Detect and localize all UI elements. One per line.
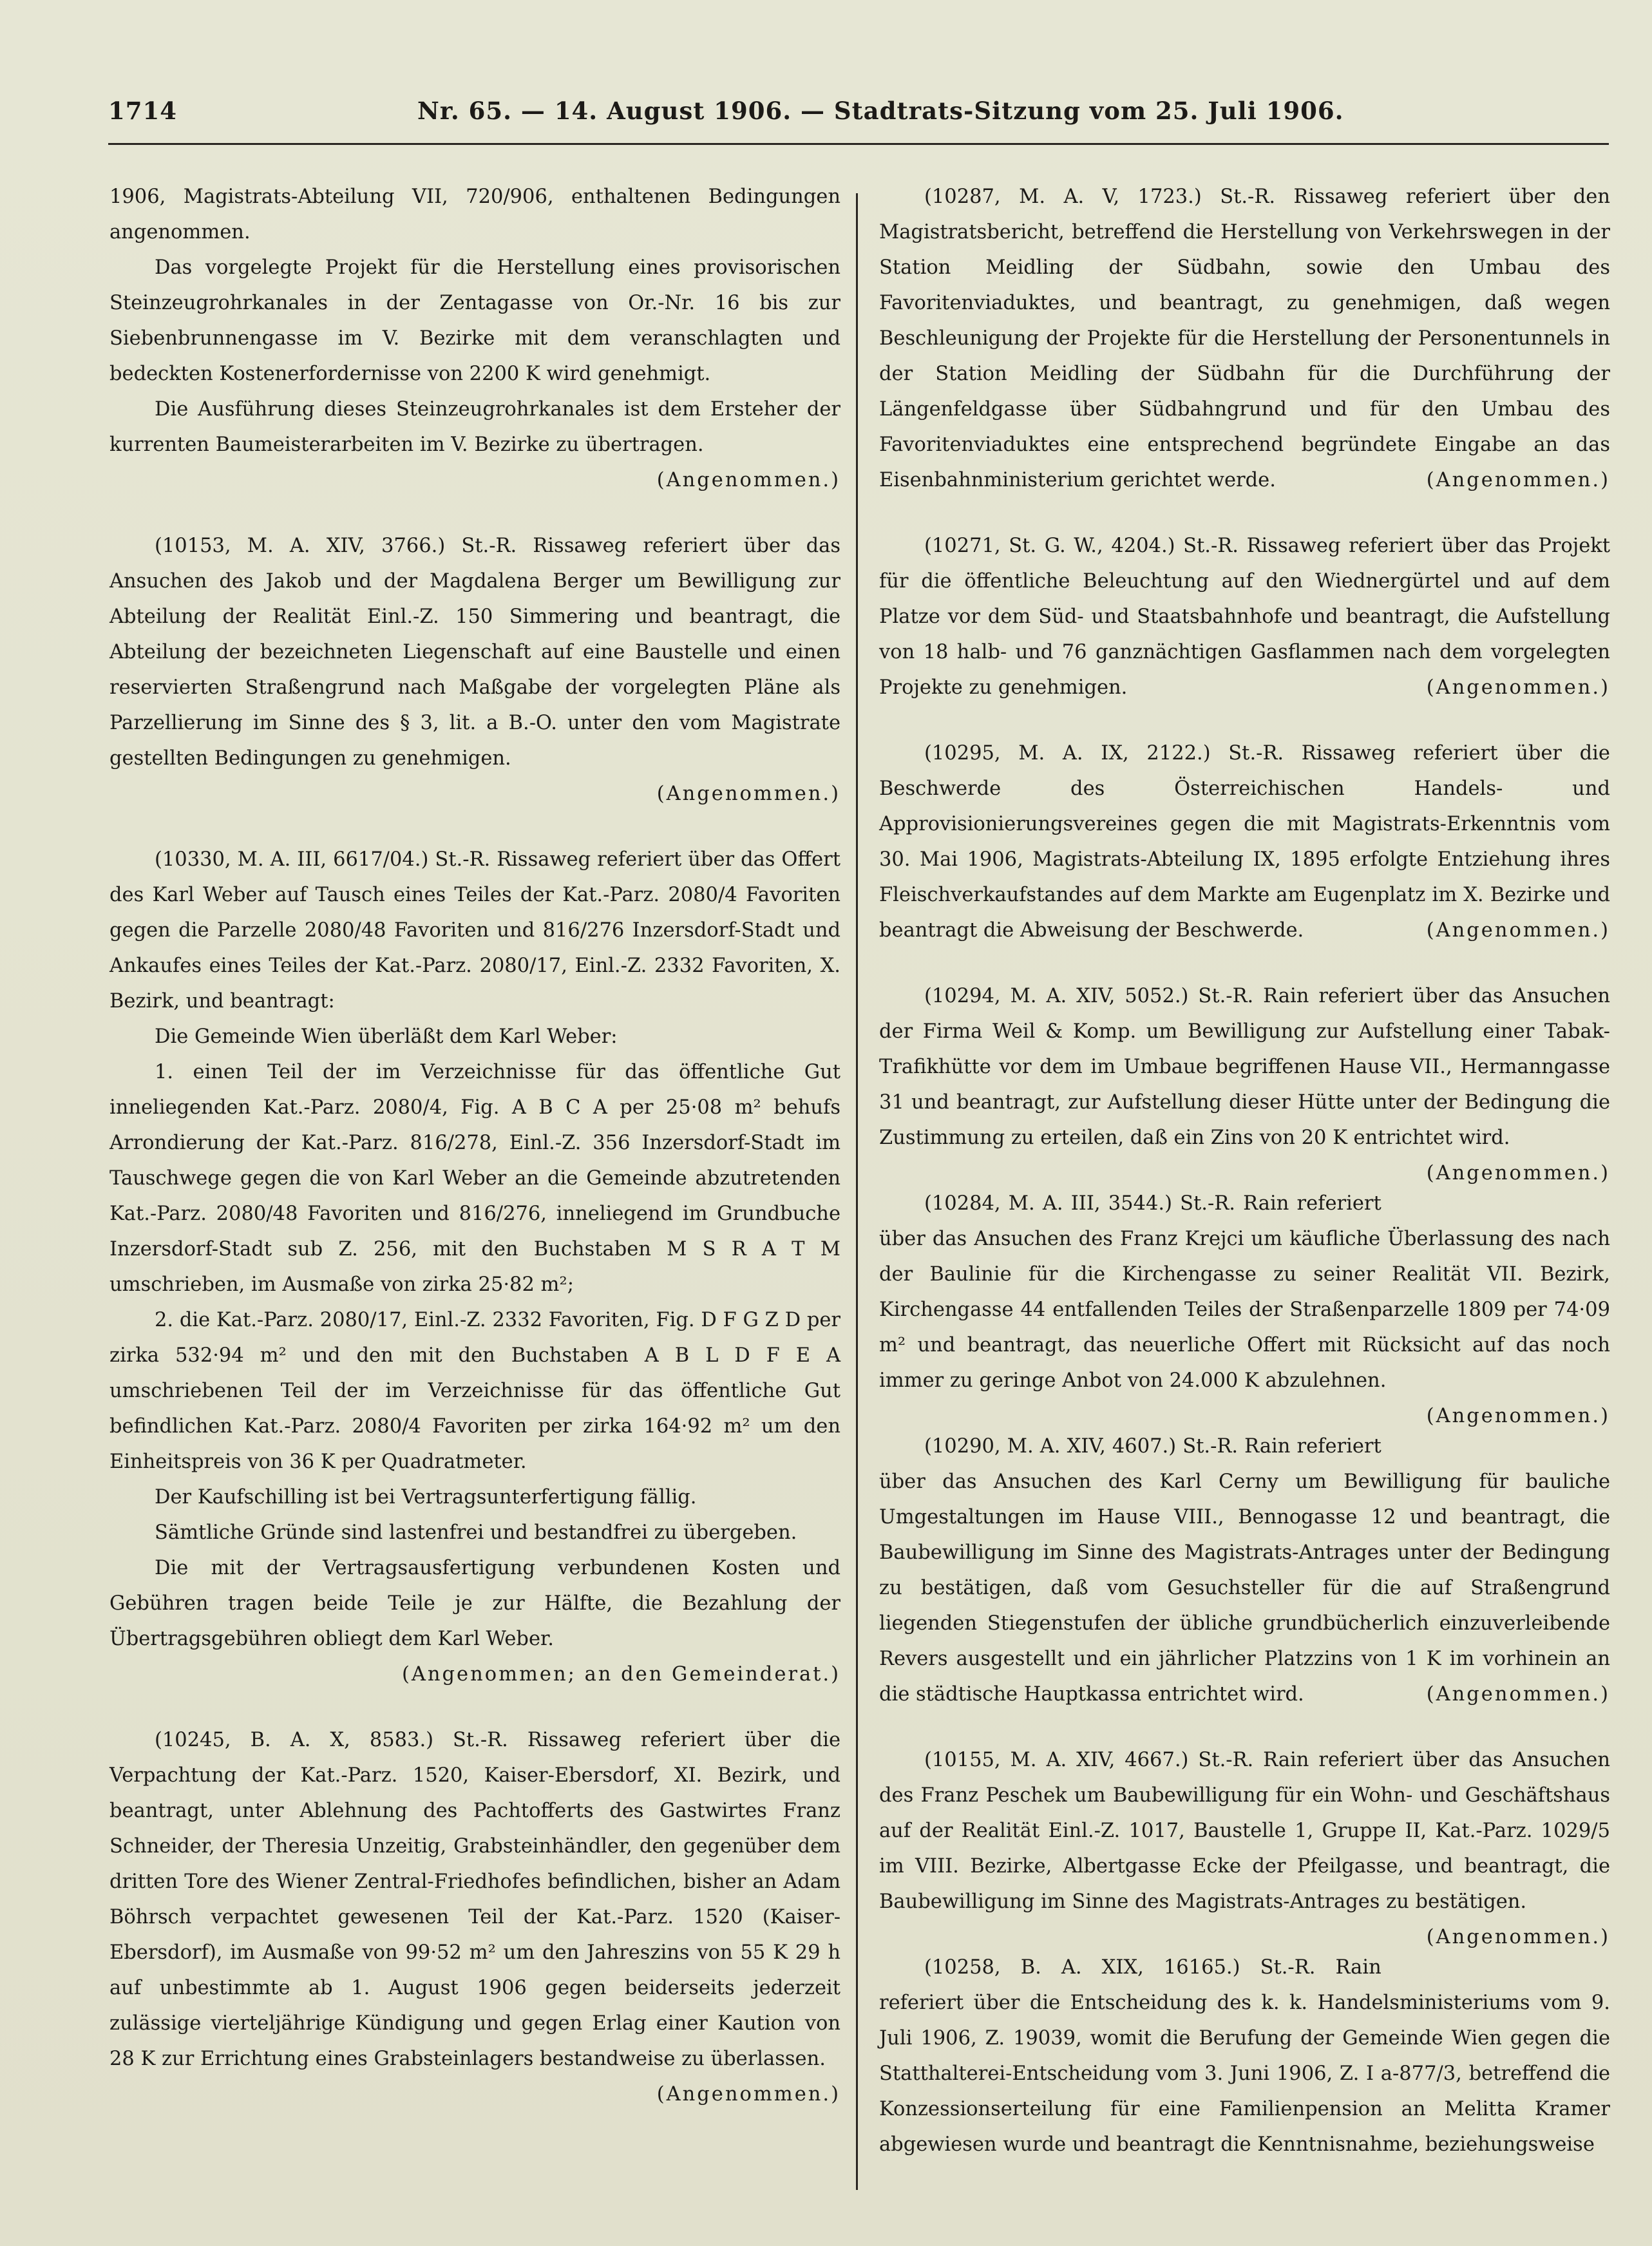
paragraph-text: Sämtliche Gründe sind lastenfrei und bestandfrei zu übergeben. bbox=[155, 1521, 797, 1544]
resolution-label: (Angenommen.) bbox=[1426, 1683, 1610, 1706]
paragraph-text: (10290, M. A. XIV, 4607.) St.-R. Rain referiert über das Ansuchen des Karl Cerny um Bewilligung für bauliche Umgestaltungen im Hause VIII., Bennogasse 12 und beantragt, die Baubewilligung im Sinne des Magistrats-Antrages unter der Bedingung zu bestätigen, daß vom Gesuchsteller für die auf Straßengrund liegenden Stiegenstufen der übliche grundbücherlich einzuverleibende Revers ausgestellt und ein jährlicher Platzzins von 1 K im vorhinein an die städtische Hauptkassa entrichtet wird. bbox=[879, 1435, 1610, 1706]
page-header bbox=[108, 97, 1609, 142]
paragraph bbox=[879, 179, 1610, 498]
paragraph bbox=[109, 528, 840, 776]
paragraph bbox=[109, 1054, 840, 1302]
paragraph-text: (10245, B. A. X, 8583.) St.-R. Rissaweg referiert über die Verpachtung der Kat.-Parz. 1520, Kaiser-Ebersdorf, XI. Bezirk, und beantragt, unter Ablehnung des Pachtofferts des Gastwirtes Franz Schneider, der Theresia Unzeitig, Grabsteinhändler, den gegenüber dem dritten Tore des Wiener Zentral-Friedhofes befindlichen, bisher an Adam Böhrsch verpachtet gewesenen Teil der Kat.-Parz. 1520 (Kaiser-Ebersdorf), im Ausmaße von 99·52 m² um den Jahreszins von 55 K 29 h auf unbestimmte ab 1. August 1906 gegen beiderseits jederzeit zulässige vierteljährige Kündigung und gegen Erlag einer Kaution von 28 K zur Errichtung eines Grabsteinlagers bestandweise zu überlassen. bbox=[109, 1729, 840, 2070]
paragraph-text: Der Kaufschilling ist bei Vertragsunterfertigung fällig. bbox=[155, 1486, 697, 1508]
resolution-label: (Angenommen.) bbox=[1426, 1162, 1610, 1185]
paragraph-gap bbox=[879, 1712, 1610, 1742]
paragraph bbox=[879, 1429, 1610, 1712]
paragraph-gap bbox=[879, 705, 1610, 736]
paragraph-gap bbox=[109, 1692, 840, 1722]
paragraph bbox=[109, 842, 840, 1019]
paragraph-gap bbox=[109, 812, 840, 842]
paragraph-text: 1906, Magistrats-Abteilung VII, 720/906, enthaltenen Bedingungen angenommen. bbox=[109, 186, 840, 243]
paragraph bbox=[109, 1515, 840, 1550]
paragraph-text: (10258, B. A. XIX, 16165.) St.-R. Rain referiert über die Entscheidung des k. k. Handelsministeriums vom 9. Juli 1906, Z. 19039, womit die Berufung der Gemeinde Wien gegen die Statthalterei-Entscheidung vom 3. Juni 1906, Z. I a-877/3, betreffend die Konzessionserteilung für eine Familienpension an Melitta Kramer abgewiesen wurde und beantragt die Kenntnisnahme, beziehungsweise bbox=[879, 1956, 1610, 2156]
paragraph-text: (10330, M. A. III, 6617/04.) St.-R. Rissaweg referiert über das Offert des Karl Weber auf Tausch eines Teiles der Kat.-Parz. 2080/4 Favoriten gegen die Parzelle 2080/48 Favoriten und 816/276 Inzersdorf-Stadt und Ankaufes eines Teiles der Kat.-Parz. 2080/17, Einl.-Z. 2332 Favoriten, X. Bezirk, und beantragt: bbox=[109, 848, 840, 1013]
paragraph-text: Die Ausführung dieses Steinzeugrohrkanales ist dem Ersteher der kurrenten Baumeisterarbeiten im V. Bezirke zu übertragen. bbox=[109, 398, 840, 456]
paragraph-text: 2. die Kat.-Parz. 2080/17, Einl.-Z. 2332 Favoriten, Fig. D F G Z D per zirka 532·94 m² und den mit den Buchstaben A B L D F E A umschriebenen Teil der im Verzeichnisse für das öffentliche Gut befindlichen Kat.-Parz. 2080/4 Favoriten per zirka 164·92 m² um den Einheitspreis von 36 K per Quadratmeter. bbox=[109, 1309, 840, 1473]
paragraph bbox=[109, 1019, 840, 1054]
page-number: 1714 bbox=[108, 97, 177, 125]
paragraph bbox=[109, 1302, 840, 1480]
paragraph-text: (10153, M. A. XIV, 3766.) St.-R. Rissaweg referiert über das Ansuchen des Jakob und der Magdalena Berger um Bewilligung zur Abteilung der Realität Einl.-Z. 150 Simmering und beantragt, die Abteilung der bezeichneten Liegenschaft auf eine Baustelle und einen reservierten Straßengrund nach Maßgabe der vorgelegten Pläne als Parzellierung im Sinne des § 3, lit. a B.-O. unter den vom Magistrate gestellten Bedingungen zu genehmigen. bbox=[109, 535, 840, 770]
paragraph bbox=[879, 1950, 1610, 2162]
paragraph-text: (10287, M. A. V, 1723.) St.-R. Rissaweg referiert über den Magistratsbericht, betreffend die Herstellung von Verkehrswegen in der Station Meidling der Südbahn, sowie den Umbau des Favoritenviaduktes, und beantragt, zu genehmigen, daß wegen Beschleunigung der Projekte für die Herstellung der Personentunnels in der Station Meidling der Südbahn für die Durchführung der Längenfeldgasse über Südbahngrund und für den Umbau des Favoritenviaduktes eine entsprechend begründete Eingabe an das Eisenbahnministerium gerichtet werde. bbox=[879, 186, 1610, 491]
paragraph-text: (10295, M. A. IX, 2122.) St.-R. Rissaweg referiert über die Beschwerde des Österreichischen Handels- und Approvisionierungsvereines gegen die mit Magistrats-Erkenntnis vom 30. Mai 1906, Magistrats-Abteilung IX, 1895 erfolgte Entziehung ihres Fleischverkaufstandes auf dem Markte am Eugenplatz im X. Bezirke und beantragt die Abweisung der Beschwerde. bbox=[879, 742, 1610, 942]
paragraph-gap bbox=[879, 948, 1610, 978]
resolution-label: (Angenommen.) bbox=[656, 783, 840, 805]
left-column bbox=[109, 179, 840, 2112]
resolution-label: (Angenommen.) bbox=[1426, 919, 1610, 942]
resolution-label: (Angenommen.) bbox=[656, 469, 840, 491]
paragraph bbox=[109, 1722, 840, 2106]
paragraph bbox=[109, 392, 840, 462]
paragraph-text: (10284, M. A. III, 3544.) St.-R. Rain referiert über das Ansuchen des Franz Krejci um käufliche Überlassung des nach der Baulinie für die Kirchengasse zu seiner Realität VII. Bezirk, Kirchengasse 44 entfallenden Teiles der Straßenparzelle 1809 per 74·09 m² und beantragt, das neuerliche Offert mit Rücksicht auf das noch immer zu geringe Anbot von 24.000 K abzulehnen. bbox=[879, 1192, 1610, 1392]
paragraph bbox=[109, 1480, 840, 1515]
resolution-label: (Angenommen; an den Gemeinderat.) bbox=[401, 1663, 840, 1686]
paragraph-text: Das vorgelegte Projekt für die Herstellung eines provisorischen Steinzeugrohrkanales in der Zentagasse von Or.-Nr. 16 bis zur Siebenbrunnengasse im V. Bezirke mit dem veranschlagten und bedeckten Kostenerfordernisse von 2200 K wird genehmigt. bbox=[109, 256, 840, 385]
paragraph-gap bbox=[879, 498, 1610, 528]
header-rule bbox=[108, 143, 1609, 145]
paragraph bbox=[109, 179, 840, 250]
resolution-label: (Angenommen.) bbox=[1426, 469, 1610, 491]
resolution-label: (Angenommen.) bbox=[1426, 1405, 1610, 1427]
paragraph-gap bbox=[109, 498, 840, 528]
paragraph-text: Die mit der Vertragsausfertigung verbundenen Kosten und Gebühren tragen beide Teile je zur Hälfte, die Bezahlung der Übertragsgebühren obliegt dem Karl Weber. bbox=[109, 1557, 840, 1650]
resolution-label: (Angenommen.) bbox=[656, 2083, 840, 2106]
paragraph bbox=[879, 736, 1610, 948]
paragraph-text: Die Gemeinde Wien überläßt dem Karl Weber: bbox=[155, 1025, 618, 1048]
running-title: Nr. 65. — 14. August 1906. — Stadtrats-Sitzung vom 25. Juli 1906. bbox=[417, 97, 1344, 125]
paragraph bbox=[879, 978, 1610, 1185]
resolution-label: (Angenommen.) bbox=[1426, 676, 1610, 699]
paragraph-text: 1. einen Teil der im Verzeichnisse für das öffentliche Gut inneliegenden Kat.-Parz. 2080/4, Fig. A B C A per 25·08 m² behufs Arrondierung der Kat.-Parz. 816/278, Einl.-Z. 356 Inzersdorf-Stadt im Tauschwege gegen die von Karl Weber an die Gemeinde abzutretenden Kat.-Parz. 2080/48 Favoriten und 816/276, inneliegend im Grundbuche Inzersdorf-Stadt sub Z. 256, mit den Buchstaben M S R A T M umschrieben, im Ausmaße von zirka 25·82 m²; bbox=[109, 1061, 840, 1296]
paragraph bbox=[879, 1186, 1610, 1427]
column-divider bbox=[856, 193, 858, 2190]
paragraph bbox=[879, 528, 1610, 705]
paragraph-text: (10271, St. G. W., 4204.) St.-R. Rissaweg referiert über das Projekt für die öffentliche Beleuchtung auf den Wiednergürtel und auf dem Platze vor dem Süd- und Staatsbahnhofe und beantragt, die Aufstellung von 18 halb- und 76 ganznächtigen Gasflammen nach dem vorgelegten Projekte zu genehmigen. bbox=[879, 535, 1610, 699]
paragraph bbox=[879, 1742, 1610, 1948]
paragraph-text: (10155, M. A. XIV, 4667.) St.-R. Rain referiert über das Ansuchen des Franz Peschek um Baubewilligung für ein Wohn- und Geschäftshaus auf der Realität Einl.-Z. 1017, Baustelle 1, Gruppe II, Kat.-Parz. 1029/5 im VIII. Bezirke, Albertgasse Ecke der Pfeilgasse, und beantragt, die Baubewilligung im Sinne des Magistrats-Antrages zu bestätigen. bbox=[879, 1749, 1610, 1913]
paragraph bbox=[109, 250, 840, 392]
right-column bbox=[879, 179, 1610, 2162]
resolution-label: (Angenommen.) bbox=[1426, 1926, 1610, 1948]
paragraph-text: (10294, M. A. XIV, 5052.) St.-R. Rain referiert über das Ansuchen der Firma Weil & Komp. um Bewilligung zur Aufstellung einer Tabak-Trafikhütte vor dem im Umbaue begriffenen Hause VII., Hermanngasse 31 und beantragt, zur Aufstellung dieser Hütte unter der Bedingung die Zustimmung zu erteilen, daß ein Zins von 20 K entrichtet wird. bbox=[879, 985, 1610, 1149]
paragraph bbox=[109, 1550, 840, 1657]
